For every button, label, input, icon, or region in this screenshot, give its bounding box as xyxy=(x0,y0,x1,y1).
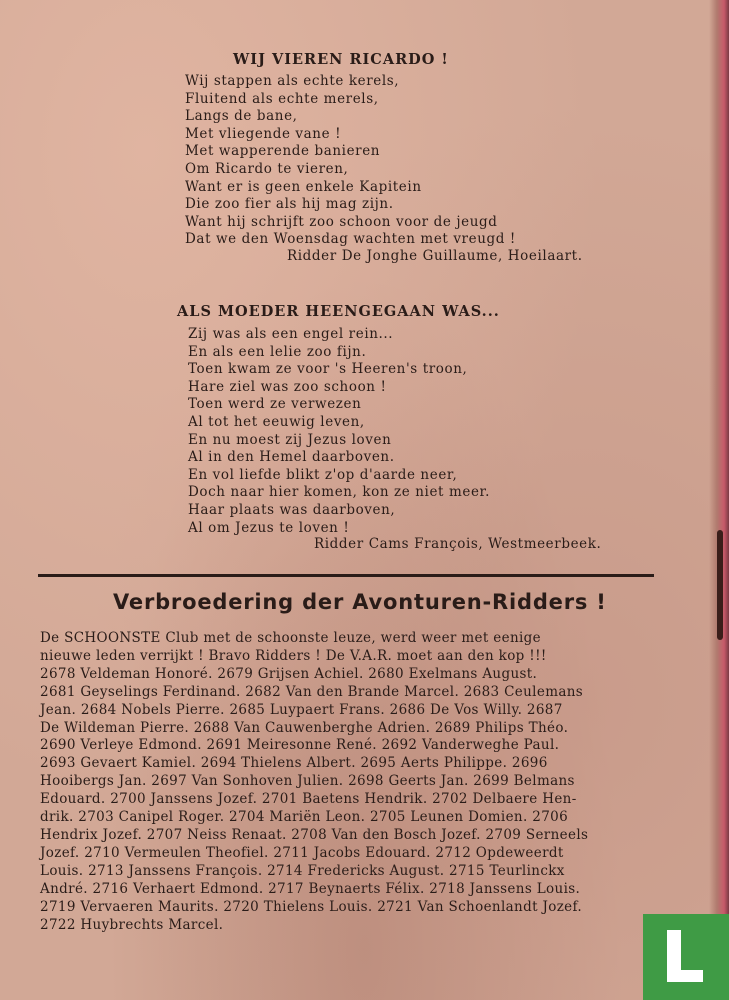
text-line: 2693 Gevaert Kamiel. 2694 Thielens Albert. 2695 Aerts Philippe. 2696 xyxy=(40,755,548,772)
poem2-author: Ridder Cams François, Westmeerbeek. xyxy=(314,536,602,552)
member-list xyxy=(40,630,658,934)
text-line: Jean. 2684 Nobels Pierre. 2685 Luypaert Frans. 2686 De Vos Willy. 2687 xyxy=(40,701,563,718)
site-logo xyxy=(643,914,729,1000)
poem-line: Die zoo fier als hij mag zijn. xyxy=(185,196,394,213)
poem-line: Wij stappen als echte kerels, xyxy=(185,73,400,89)
text-line: 2678 Veldeman Honoré. 2679 Grijsen Achiel. 2680 Exelmans August. xyxy=(40,665,538,682)
poem-line: En als een lelie zoo fijn. xyxy=(188,343,367,360)
poem-line: Toen werd ze verwezen xyxy=(188,396,362,413)
poem1-body xyxy=(185,73,516,249)
poem-line: Doch naar hier komen, kon ze niet meer. xyxy=(188,484,491,501)
text-line: 2719 Vervaeren Maurits. 2720 Thielens Louis. 2721 Van Schoenlandt Jozef. xyxy=(40,898,583,915)
text-line: Jozef. 2710 Vermeulen Theofiel. 2711 Jacobs Edouard. 2712 Opdeweerdt xyxy=(40,844,564,861)
poem2-title: ALS MOEDER HEENGEGAAN WAS... xyxy=(177,303,500,320)
text-line: Hooibergs Jan. 2697 Van Sonhoven Julien. 2698 Geerts Jan. 2699 Belmans xyxy=(40,773,575,790)
text-line: nieuwe leden verrijkt ! Bravo Ridders ! De V.A.R. moet aan den kop !!! xyxy=(40,647,547,664)
poem-line: Want er is geen enkele Kapitein xyxy=(185,178,422,195)
section-divider xyxy=(38,574,654,577)
text-line: Hendrix Jozef. 2707 Neiss Renaat. 2708 Van den Bosch Jozef. 2709 Serneels xyxy=(40,826,589,843)
torn-edge xyxy=(717,530,723,640)
poem1-title: WIJ VIEREN RICARDO ! xyxy=(233,51,449,68)
poem-line: Met vliegende vane ! xyxy=(185,125,342,142)
poem-line: En vol liefde blikt z'op d'aarde neer, xyxy=(188,466,458,483)
poem-line: Hare ziel was zoo schoon ! xyxy=(188,378,387,395)
logo-letter-l-foot-icon xyxy=(667,970,703,982)
club-heading: Verbroedering der Avonturen-Ridders ! xyxy=(113,590,607,614)
poem-line: Want hij schrijft zoo schoon voor de jeugd xyxy=(185,213,498,230)
poem-line: Om Ricardo te vieren, xyxy=(185,160,349,177)
poem-line: Al in den Hemel daarboven. xyxy=(188,449,395,466)
page-edge xyxy=(709,0,729,1000)
poem-line: Toen kwam ze voor 's Heeren's troon, xyxy=(188,361,468,378)
poem-line: Al om Jezus te loven ! xyxy=(188,519,350,536)
poem-line: Fluitend als echte merels, xyxy=(185,90,379,107)
poem1-author: Ridder De Jonghe Guillaume, Hoeilaart. xyxy=(287,248,583,264)
poem2-body xyxy=(188,326,490,537)
text-line: De Wildeman Pierre. 2688 Van Cauwenberghe Adrien. 2689 Philips Théo. xyxy=(40,719,569,736)
poem-line: Langs de bane, xyxy=(185,108,298,125)
text-line: De SCHOONSTE Club met de schoonste leuze, werd weer met eenige xyxy=(40,630,541,646)
poem-line: En nu moest zij Jezus loven xyxy=(188,431,392,448)
poem-line: Al tot het eeuwig leven, xyxy=(188,413,365,430)
text-line: Louis. 2713 Janssens François. 2714 Fredericks August. 2715 Teurlinckx xyxy=(40,862,565,879)
text-line: Edouard. 2700 Janssens Jozef. 2701 Baetens Hendrik. 2702 Delbaere Hen- xyxy=(40,791,577,808)
text-line: 2722 Huybrechts Marcel. xyxy=(40,916,224,933)
text-line: 2690 Verleye Edmond. 2691 Meiresonne René. 2692 Vanderweghe Paul. xyxy=(40,737,560,754)
poem-line: Dat we den Woensdag wachten met vreugd ! xyxy=(185,231,516,248)
poem-line: Zij was als een engel rein... xyxy=(188,326,394,342)
poem-line: Met wapperende banieren xyxy=(185,143,381,160)
text-line: drik. 2703 Canipel Roger. 2704 Mariën Leon. 2705 Leunen Domien. 2706 xyxy=(40,809,569,826)
poem-line: Haar plaats was daarboven, xyxy=(188,501,396,518)
text-line: 2681 Geyselings Ferdinand. 2682 Van den Brande Marcel. 2683 Ceulemans xyxy=(40,683,584,700)
text-line: André. 2716 Verhaert Edmond. 2717 Beynaerts Félix. 2718 Janssens Louis. xyxy=(40,880,581,897)
